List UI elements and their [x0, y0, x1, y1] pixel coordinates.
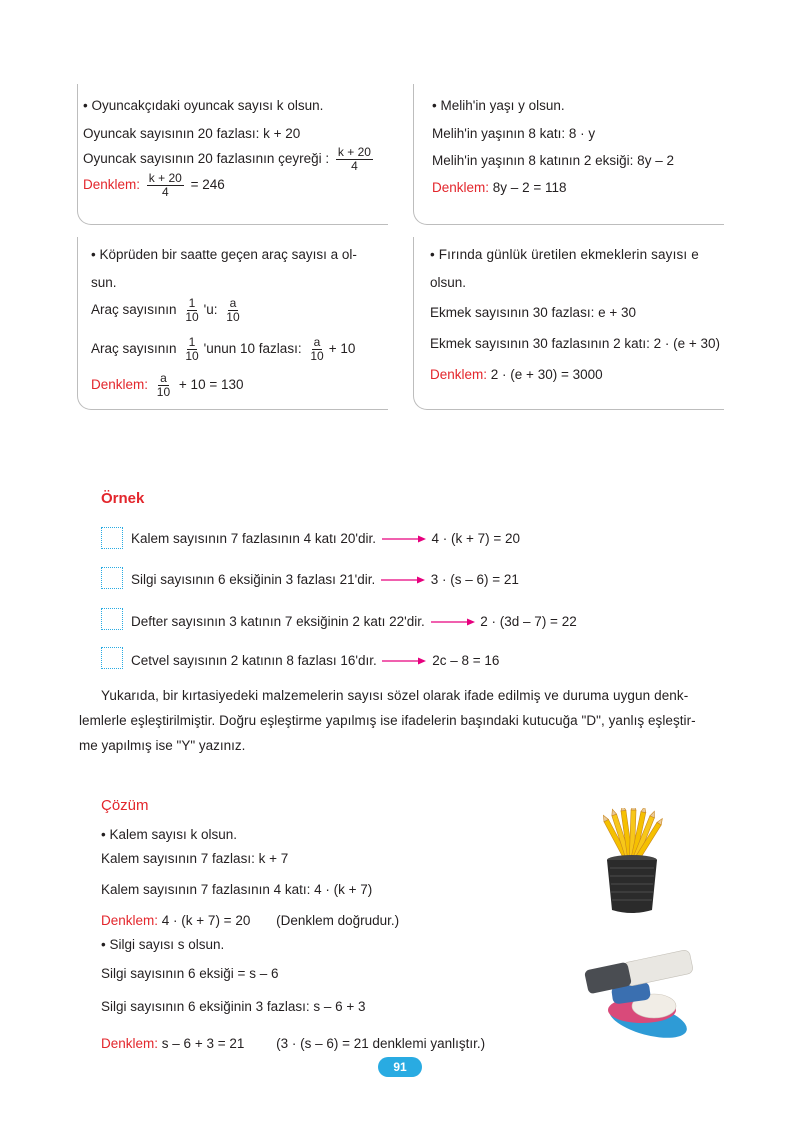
arrow-right-icon — [381, 575, 425, 585]
solution-line4 — [101, 913, 399, 928]
box4-eq-rest: 2 · (e + 30) = 3000 — [490, 367, 603, 382]
box4-line2: Ekmek sayısının 30 fazlası: e + 30 — [430, 305, 636, 320]
arrow-right-icon — [431, 617, 475, 627]
box3-line3-mid: 'unun 10 fazlası: — [203, 341, 302, 357]
answer-checkbox-2[interactable] — [101, 567, 123, 589]
box2-line2: Melih'in yaşının 8 katı: 8 · y — [432, 126, 596, 141]
example-item-1 — [131, 531, 520, 546]
item-equation: 2c – 8 = 16 — [432, 653, 500, 668]
box2-line1: • Melih'in yaşı y olsun. — [432, 98, 565, 113]
fraction-numerator: 1 — [188, 296, 196, 310]
fraction-denominator: 10 — [185, 349, 199, 363]
info-box-bakery — [413, 237, 724, 410]
solution-title: Çözüm — [101, 797, 149, 814]
example-paragraph-line3: me yapılmış ise "Y" yazınız. — [79, 738, 246, 753]
equation-label: Denklem: — [91, 377, 149, 393]
example-item-3 — [131, 614, 577, 629]
box3-line3-fraction2 — [308, 336, 325, 363]
equation-label: Denklem: — [83, 177, 141, 193]
equation-label: Denklem: — [432, 180, 490, 195]
example-title: Örnek — [101, 490, 145, 507]
box3-line1b: sun. — [91, 275, 117, 290]
example-item-2 — [131, 572, 519, 587]
box2-equation — [432, 180, 566, 195]
solution-line7: Silgi sayısının 6 eksiğinin 3 fazlası: s – 6 + 3 — [101, 999, 366, 1014]
item-equation: 2 · (3d – 7) = 22 — [480, 614, 577, 629]
example-paragraph-line2: lemlerle eşleştirilmiştir. Doğru eşleştirme yapılmış ise ifadelerin başındaki kutucuğa "D", yanlış eşleştir- — [79, 713, 696, 728]
item-statement: Silgi sayısının 6 eksiğinin 3 fazlası 21'dir. — [131, 572, 376, 587]
box3-line3-text: Araç sayısının — [91, 341, 177, 357]
answer-checkbox-1[interactable] — [101, 527, 123, 549]
arrow-right-icon — [382, 656, 426, 666]
box3-line2 — [91, 297, 245, 324]
solution-note1: (Denklem doğrudur.) — [276, 913, 400, 928]
answer-checkbox-3[interactable] — [101, 608, 123, 630]
box4-line1: • Fırında günlük üretilen ekmeklerin sayısı e — [430, 247, 699, 262]
box3-line2-fraction — [183, 297, 200, 324]
equation-label: Denklem: — [101, 913, 159, 928]
solution-eq1: 4 · (k + 7) = 20 — [161, 913, 251, 928]
item-statement: Cetvel sayısının 2 katının 8 fazlası 16'dır. — [131, 653, 377, 668]
example-paragraph-line1: Yukarıda, bir kırtasiyedeki malzemelerin sayısı sözel olarak ifade edilmiş ve duruma uygun denk- — [101, 688, 689, 703]
solution-line2: Kalem sayısının 7 fazlası: k + 7 — [101, 851, 289, 866]
erasers-illustration — [584, 948, 696, 1044]
fraction-denominator: 10 — [156, 385, 171, 399]
page-number: 91 — [378, 1057, 422, 1077]
fraction-denominator: 10 — [185, 310, 199, 324]
answer-checkbox-4[interactable] — [101, 647, 123, 669]
box3-line3-post: + 10 — [328, 341, 356, 357]
fraction-numerator: k + 20 — [337, 145, 371, 159]
box1-eq-rest: = 246 — [190, 177, 225, 193]
box1-line2: Oyuncak sayısının 20 fazlası: k + 20 — [83, 126, 301, 141]
item-equation: 4 · (k + 7) = 20 — [431, 531, 521, 546]
box1-line3-text: Oyuncak sayısının 20 fazlasının çeyreği : — [83, 151, 330, 167]
arrow-right-icon — [382, 534, 426, 544]
equation-label: Denklem: — [101, 1036, 159, 1051]
equation-label: Denklem: — [430, 367, 488, 382]
box1-equation — [83, 172, 225, 199]
box3-line1: • Köprüden bir saatte geçen araç sayısı a ol- — [91, 247, 357, 262]
solution-line8 — [101, 1036, 485, 1051]
box1-line3-fraction — [336, 146, 373, 173]
box1-eq-fraction — [147, 172, 184, 199]
box3-line2-mid: 'u: — [203, 302, 218, 318]
box3-line3 — [91, 336, 355, 363]
box3-line2-fraction2 — [224, 297, 241, 324]
box1-line1: • Oyuncakçıdaki oyuncak sayısı k olsun. — [83, 98, 324, 113]
fraction-numerator: k + 20 — [148, 171, 182, 185]
solution-line3: Kalem sayısının 7 fazlasının 4 katı: 4 · (k + 7) — [101, 882, 373, 897]
fraction-denominator: 4 — [351, 159, 358, 173]
box4-equation — [430, 367, 603, 382]
box2-line3: Melih'in yaşının 8 katının 2 eksiği: 8y – 2 — [432, 153, 674, 168]
fraction-numerator: a — [313, 335, 321, 349]
box4-line3: Ekmek sayısının 30 fazlasının 2 katı: 2 · (e + 30) — [430, 336, 721, 351]
box2-eq-rest: 8y – 2 = 118 — [492, 180, 567, 195]
fraction-numerator: a — [229, 296, 237, 310]
solution-note2: (3 · (s – 6) = 21 denklemi yanlıştır.) — [276, 1036, 486, 1051]
box3-equation — [91, 372, 243, 399]
solution-line1: • Kalem sayısı k olsun. — [101, 827, 238, 842]
box4-line1b: olsun. — [430, 275, 467, 290]
fraction-denominator: 10 — [310, 349, 324, 363]
fraction-denominator: 4 — [161, 185, 169, 199]
fraction-numerator: a — [160, 371, 167, 385]
box1-line3 — [83, 146, 376, 173]
pencil-cup-illustration — [588, 808, 676, 916]
box3-eq-fraction — [155, 372, 172, 399]
box3-line3-fraction — [183, 336, 200, 363]
fraction-denominator: 10 — [226, 310, 240, 324]
fraction-numerator: 1 — [188, 335, 196, 349]
solution-line5: • Silgi sayısı s olsun. — [101, 937, 225, 952]
box3-line2-text: Araç sayısının — [91, 302, 177, 318]
box3-eq-rest: + 10 = 130 — [178, 377, 244, 393]
solution-line6: Silgi sayısının 6 eksiği = s – 6 — [101, 966, 279, 981]
example-item-4 — [131, 653, 499, 668]
item-statement: Defter sayısının 3 katının 7 eksiğinin 2 katı 22'dir. — [131, 614, 425, 629]
solution-eq2: s – 6 + 3 = 21 — [161, 1036, 245, 1051]
item-statement: Kalem sayısının 7 fazlasının 4 katı 20'dir. — [131, 531, 376, 546]
item-equation: 3 · (s – 6) = 21 — [430, 572, 519, 587]
